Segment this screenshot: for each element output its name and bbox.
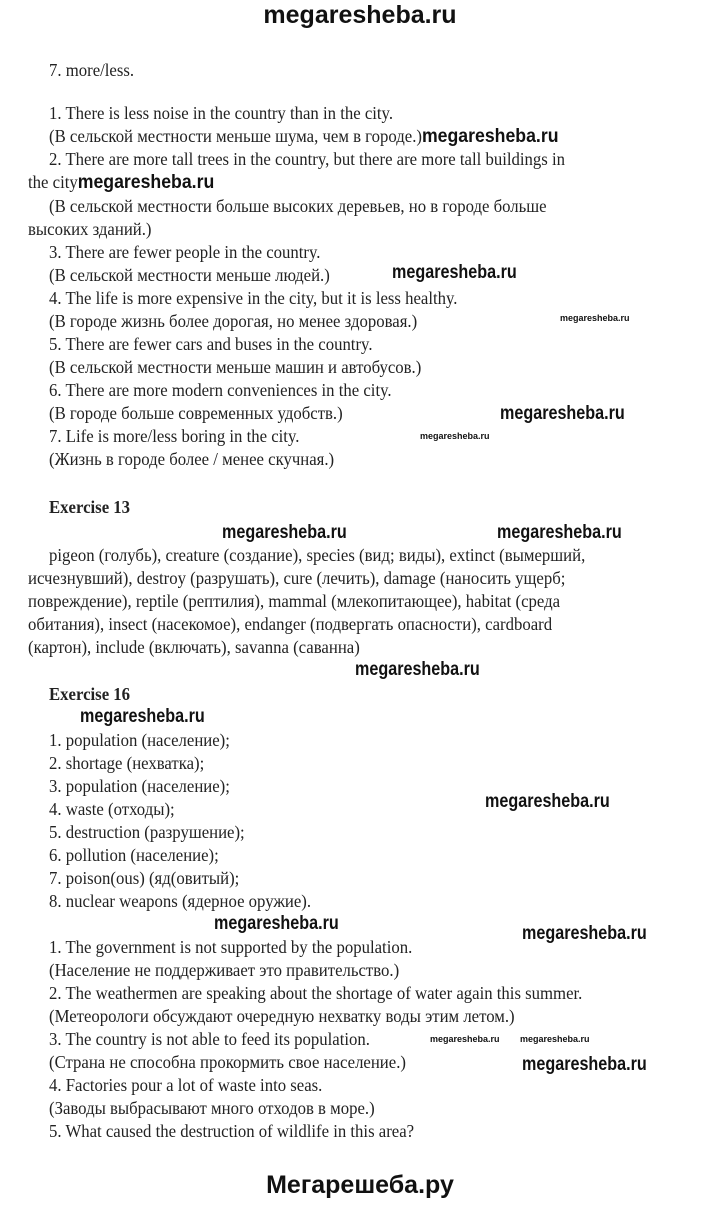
sentence-line: 4. Factories pour a lot of waste into seas. [49,1075,323,1095]
word-item: 8. nuclear weapons (ядерное оружие). [49,891,312,911]
sentence-line: 5. There are fewer cars and buses in the country. [49,334,373,354]
translation-line: (В городе больше современных удобств.) [49,403,343,423]
sentence-line: 1. The government is not supported by the population. [49,937,413,957]
sentence-line: 7. Life is more/less boring in the city. [49,426,300,446]
translation-text: (В сельской местности меньше шума, чем в городе.) [49,126,422,146]
watermark: megaresheba.ru [522,923,647,944]
word-item: 6. pollution (население); [49,845,219,865]
sentence-line: 3. There are fewer people in the country. [49,242,321,262]
watermark: megaresheba.ru [392,262,517,283]
word-item: 3. population (население); [49,776,230,796]
translation-line: (Жизнь в городе более / менее скучная.) [49,449,335,469]
translation-line: (Население не поддерживает это правительство.) [49,960,400,980]
word-item: 7. poison(ous) (яд(овитый); [49,868,240,888]
watermark-small: megaresheba.ru [430,1034,500,1044]
vocab-line: (картон), include (включать), savanna (саванна) [28,637,360,657]
watermark: megaresheba.ru [485,791,610,812]
translation-line: (Метеорологи обсуждают очередную нехватку воды этим летом.) [49,1006,515,1026]
vocab-line: pigeon (голубь), creature (создание), species (вид; виды), extinct (вымерший, [49,545,586,565]
translation-line-cont: высоких зданий.) [28,219,152,239]
sentence-line-cont [28,172,214,193]
watermark-small: megaresheba.ru [420,431,490,441]
translation-line: (Заводы выбрасывают много отходов в море.) [49,1098,375,1118]
word-item: 4. waste (отходы); [49,799,175,819]
watermark: megaresheba.ru [80,706,205,727]
watermark: megaresheba.ru [497,522,622,543]
word-item: 2. shortage (нехватка); [49,753,205,773]
watermark: megaresheba.ru [522,1054,647,1075]
translation-line: (Страна не способна прокормить свое население.) [49,1052,406,1072]
sentence-line: 3. The country is not able to feed its population. [49,1029,370,1049]
watermark: megaresheba.ru [222,522,347,543]
site-header: megaresheba.ru [263,1,457,29]
word-item: 5. destruction (разрушение); [49,822,245,842]
watermark-small: megaresheba.ru [560,313,630,323]
watermark: megaresheba.ru [355,659,480,680]
sentence-line: 2. There are more tall trees in the country, but there are more tall buildings in [49,149,565,169]
sentence-line: 2. The weathermen are speaking about the shortage of water again this summer. [49,983,583,1003]
vocab-line: повреждение), reptile (рептилия), mammal (млекопитающее), habitat (среда [28,591,561,611]
site-footer: Мегарешеба.ру [266,1171,454,1199]
translation-line [49,126,558,147]
watermark: megaresheba.ru [421,126,559,147]
answer-7: 7. more/less. [49,60,135,80]
watermark-small: megaresheba.ru [520,1034,590,1044]
word-item: 1. population (население); [49,730,230,750]
sentence-line: 6. There are more modern conveniences in the city. [49,380,392,400]
sentence-text: the city [28,172,78,192]
exercise-13-title: Exercise 13 [49,497,131,517]
translation-line: (В сельской местности меньше машин и автобусов.) [49,357,422,377]
watermark: megaresheba.ru [214,913,339,934]
sentence-line: 5. What caused the destruction of wildlife in this area? [49,1121,415,1141]
translation-line: (В городе жизнь более дорогая, но менее здоровая.) [49,311,418,331]
sentence-line: 4. The life is more expensive in the city, but it is less healthy. [49,288,458,308]
watermark: megaresheba.ru [500,403,625,424]
exercise-16-title: Exercise 16 [49,684,131,704]
vocab-line: исчезнувший), destroy (разрушать), cure (лечить), damage (наносить ущерб; [28,568,566,588]
watermark: megaresheba.ru [77,172,215,193]
translation-line: (В сельской местности меньше людей.) [49,265,330,285]
translation-line: (В сельской местности больше высоких деревьев, но в городе больше [49,196,547,216]
sentence-line: 1. There is less noise in the country than in the city. [49,103,394,123]
vocab-line: обитания), insect (насекомое), endanger (подвергать опасности), cardboard [28,614,553,634]
